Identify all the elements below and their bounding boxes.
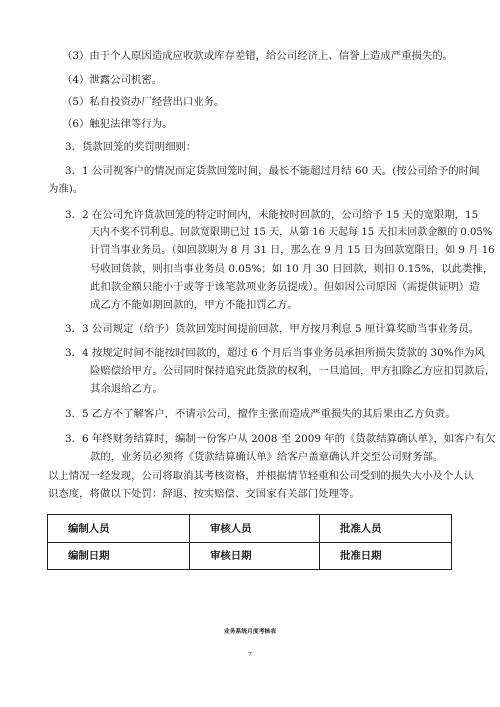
page-number: 7 [248, 652, 252, 658]
review-date-cell [190, 543, 320, 569]
approver-label: 批准人员 [340, 523, 382, 535]
clause-3-1-line-2: 为准)。 [48, 183, 84, 195]
approve-date-label: 批准日期 [340, 550, 382, 562]
clause-3-2-line-1: 3．2 在公司允许货款回笼的特定时间内，未能按时回款的，公司给予 15 天的宽限期，15 [65, 209, 479, 221]
prepared-date-cell [48, 543, 190, 569]
clause-3-2-line-2: 天内不奖不罚利息。回款宽限期已过 15 天，从第 16 天起每 15 天扣未回款金额的 0.05% [90, 227, 493, 238]
clause-3-4-line-3: 其余退给乙方。 [90, 383, 163, 395]
clause-3-2-line-6: 成乙方不能如期回款的，甲方不能扣罚乙方。 [90, 299, 298, 311]
clause-3-2-line-5: 此扣款金额只能小于或等于该笔款项业务员提成）。但如因公司原因（需提供证明）造 [90, 281, 480, 293]
review-date-label: 审核日期 [210, 550, 252, 562]
clause-3-3-line-1: 3．3 公司规定（给予）货款回笼时间提前回款，甲方按月利息 5 厘计算奖励当事业务员。 [65, 323, 480, 335]
approver-cell [320, 515, 451, 543]
clause-3-4-line-2: 险赔偿给甲方。公司同时保持追究此货款的权利，一旦追回，甲方扣除乙方应扣罚款后， [90, 365, 496, 377]
clause-3-5-line-1: 3．5 乙方不了解客户，不请示公司，擅作主张而造成严重损失的其后果由乙方负责。 [65, 408, 456, 420]
summary-line-2: 识态度，将做以下处罚：辞退、按实赔偿、交国家有关部门处理等。 [48, 488, 360, 500]
clause-3-1-line-1: 3．1 公司视客户的情况而定货款回笼时间，最长不能超过月结 60 天。(按公司给予的时间 [65, 165, 480, 177]
clause-3-4-line-1: 3．4 按规定时间不能按时回款的，超过 6 个月后当事业务员承担所损失货款的 30%作为风 [65, 347, 485, 359]
clause-item-5: （5）私自投资办厂经营出口业务。 [62, 96, 225, 108]
clause-3-2-line-3: 计罚当事业务员。（如回款期为 8 月 31 日，那么在 9 月 15 日为回款宽限日，如 9 月 16 [90, 245, 495, 256]
signature-table [47, 514, 452, 570]
clause-3-2-line-4: 号收回货款，则扣当事业务员 0.05%；如 10 月 30 日回款，则扣 0.15%，以此类推， [90, 263, 494, 275]
reviewer-label: 审核人员 [210, 523, 252, 535]
clause-item-3: （3）由于个人原因造成应收款或库存差错，给公司经济上、信誉上造成严重损失的。 [62, 50, 454, 62]
clause-item-4: （4）泄露公司机密。 [62, 74, 163, 86]
clause-item-6: （6）触犯法律等行为。 [62, 118, 173, 130]
clause-3-6-line-1: 3．6 年终财务结算时，编制一份客户从 2008 至 2009 年的《货款结算确认单》，如客户有欠 [65, 433, 496, 445]
prepared-by-label: 编制人员 [68, 523, 110, 535]
next-form-title: 业务系统月度考核表 [223, 629, 277, 635]
prepared-date-label: 编制日期 [68, 550, 110, 562]
summary-line-1: 以上情况一经发现，公司将取消其考核资格，并根据情节轻重和公司受到的损失大小及个人认 [48, 470, 475, 482]
reviewer-cell [190, 515, 320, 543]
prepared-by-cell [48, 515, 190, 543]
clause-3-6-line-2: 款的，业务员必须将《货款结算确认单》给客户盖章确认并交至公司财务部。 [90, 451, 444, 463]
section-heading: 3．货款回笼的奖罚明细则： [65, 141, 197, 153]
approve-date-cell [320, 543, 451, 569]
